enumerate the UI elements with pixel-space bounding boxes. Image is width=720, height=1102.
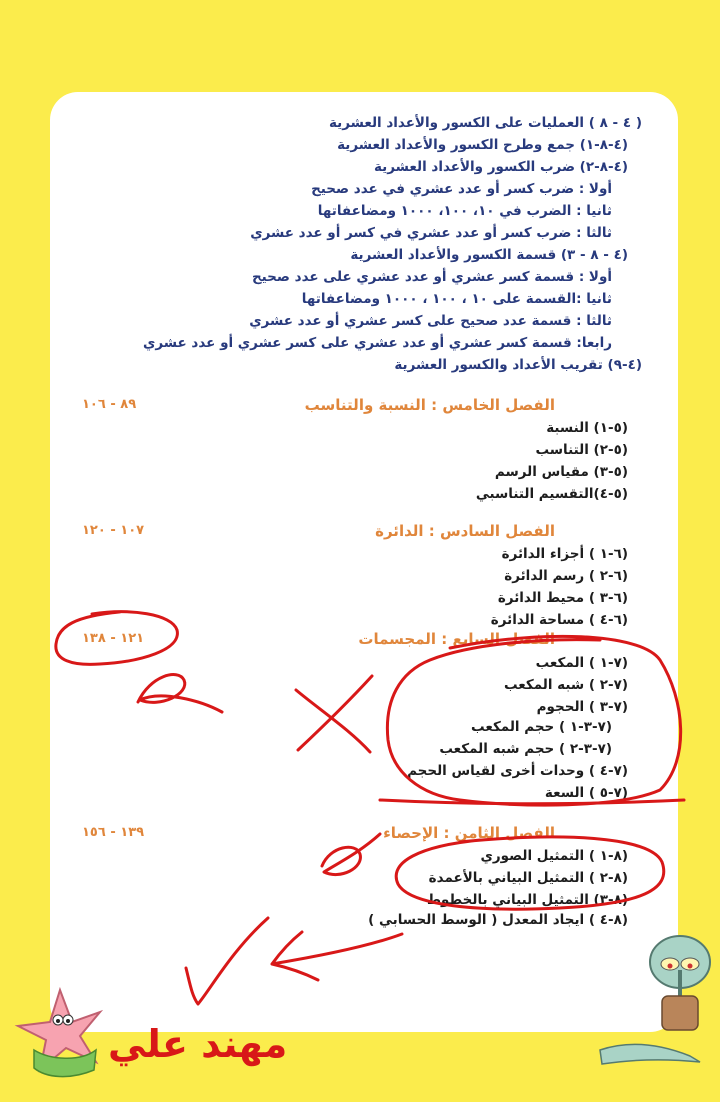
underline-annotation [380, 800, 684, 804]
toc-line: رابعا: قسمة كسر عشري أو عدد عشري على كسر عشري أو عدد عشري [143, 335, 612, 351]
toc-item: (٥-٤)التقسيم التناسبي [475, 486, 628, 502]
toc-item: (٦-٣ ) محيط الدائرة [497, 590, 628, 606]
signature-text: مهند علي [108, 1022, 288, 1066]
toc-line: أولا : قسمة كسر عشري أو عدد عشري على عدد صحيح [251, 269, 612, 285]
check-mark-annotation [186, 918, 268, 1004]
toc-item: (٧-٥ ) السعة [544, 785, 628, 801]
section-4-8-heading: ( ٤ - ٨ ) العمليات على الكسور والأعداد العشرية [328, 115, 642, 131]
toc-line: (٤ - ٨ - ٣) قسمة الكسور والأعداد العشرية [350, 247, 628, 263]
chapter-5-pages: ٨٩ - ١٠٦ [82, 397, 137, 412]
toc-item: (٥-٣) مقياس الرسم [494, 464, 628, 480]
toc-item: (٥-٢) التناسب [535, 442, 628, 458]
starfish-character-icon [18, 990, 100, 1077]
toc-item: (٧-٣ ) الحجوم [536, 699, 628, 715]
chapter-5-title: الفصل الخامس : النسبة والتناسب [304, 396, 555, 414]
toc-item: (٦-١ ) أجزاء الدائرة [501, 546, 628, 562]
toc-item: (٧-١ ) المكعب [535, 655, 628, 671]
toc-item: (٧-٢ ) شبه المكعب [503, 677, 628, 693]
toc-line: أولا : ضرب كسر أو عدد عشري في عدد صحيح [311, 181, 612, 197]
chapter-8-pages: ١٣٩ - ١٥٦ [82, 825, 145, 840]
toc-line: (٤-٨-٢) ضرب الكسور والأعداد العشرية [374, 159, 628, 175]
pages-circle-annotation [56, 612, 178, 665]
toc-item: (٧-٣-١ ) حجم المكعب [471, 719, 612, 735]
toc-line: ثانيا : الضرب في ١٠، ١٠٠، ١٠٠٠ ومضاعفاتها [317, 203, 612, 219]
toc-item: (٧-٣-٢ ) حجم شبه المكعب [439, 741, 612, 757]
toc-item: (٦-٢ ) رسم الدائرة [504, 568, 628, 584]
toc-item: (٨-٤ ) ايجاد المعدل ( الوسط الحسابي ) [368, 912, 628, 928]
items-oval-annotation [387, 636, 680, 805]
chapter-6-pages: ١٠٧ - ١٢٠ [82, 523, 145, 538]
squid-character-icon [600, 936, 710, 1064]
chapter-8-loop-annotation [322, 834, 380, 875]
toc-item: (٨-٣) التمثيل البياني بالخطوط [427, 892, 628, 908]
chapter-7-pages: ١٢١ - ١٣٨ [82, 631, 145, 646]
toc-item: (٦-٤ ) مساحة الدائرة [490, 612, 628, 628]
section-4-9-heading: (٤-٩) تقريب الأعداد والكسور العشرية [394, 357, 642, 373]
chapter-8-title: الفصل الثامن : الإحصاء [383, 824, 555, 842]
cross-mark-annotation [296, 676, 372, 752]
chapter-7-title: الفصل السابع : المجسمات [358, 630, 555, 648]
loop-mark-annotation [138, 675, 222, 712]
toc-item: (٨-١ ) التمثيل الصوري [480, 848, 628, 864]
toc-line: ثالثا : ضرب كسر أو عدد عشري في كسر أو عدد عشري [250, 225, 612, 241]
toc-line: ثالثا : قسمة عدد صحيح على كسر عشري أو عدد عشري [249, 313, 612, 329]
toc-line: (٤-٨-١) جمع وطرح الكسور والأعداد العشرية [337, 137, 628, 153]
toc-item: (٧-٤ ) وحدات أخرى لقياس الحجم [407, 763, 628, 779]
arrow-annotation [272, 932, 402, 980]
toc-line: ثانيا :القسمة على ١٠ ، ١٠٠ ، ١٠٠٠ ومضاعفاتها [301, 291, 612, 307]
toc-item: (٥-١) النسبة [546, 420, 628, 436]
toc-item: (٨-٢ ) التمثيل البياني بالأعمدة [428, 870, 628, 886]
chapter-8-oval-annotation [396, 837, 664, 909]
chapter-6-title: الفصل السادس : الدائرة [375, 522, 555, 540]
